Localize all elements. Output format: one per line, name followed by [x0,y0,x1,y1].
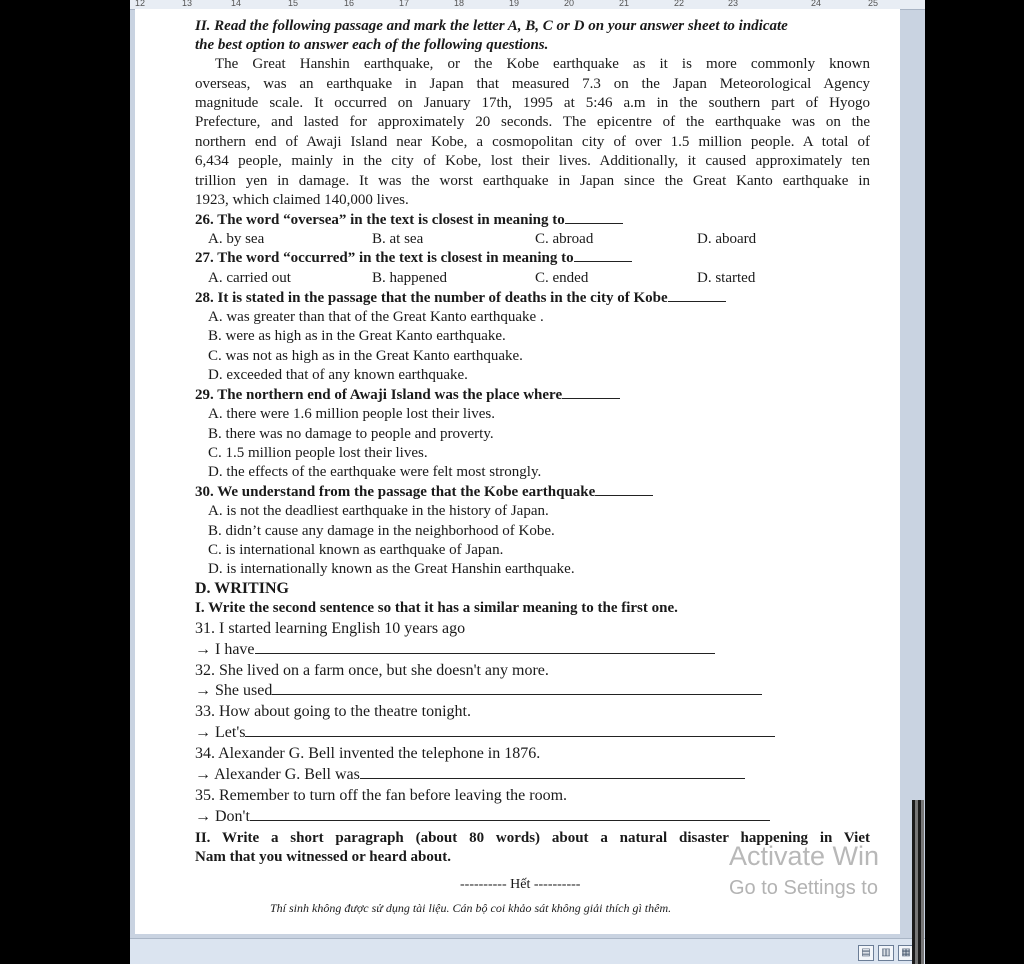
writing-task-2-title: II. Write a short paragraph (about 80 words) about a natural disaster happening in Viet [195,830,870,846]
answer-prompt: → Alexander G. Bell was [195,766,360,783]
print-layout-icon[interactable]: ▤ [858,945,874,961]
ruler-tick: 13 [182,0,193,8]
ruler-tick: 25 [868,0,879,8]
full-screen-reading-icon[interactable]: ▥ [878,945,894,961]
passage-line: magnitude scale. It occurred on January 17th, 1995 at 5:46 a.m in the southern part of Hyogo [195,95,870,111]
section-title: the best option to answer each of the following questions. [195,37,549,53]
passage-line: trillion yen in damage. It was the worst earthquake in Japan since the Great Kanto earthquake in [195,173,870,189]
option-c: C. was not as high as in the Great Kanto earthquake. [208,348,523,364]
option-d: D. exceeded that of any known earthquake. [208,367,468,383]
answer-blank [250,808,770,821]
answer-32 [195,682,762,700]
answer-33 [195,724,775,742]
ruler-tick: 17 [399,0,410,8]
answer-prompt: → Don't [195,808,250,825]
option-d: D. the effects of the earthquake were felt most strongly. [208,464,542,480]
writing-heading: D. WRITING [195,580,289,597]
status-bar [130,938,925,964]
option-a: A. is not the deadliest earthquake in the history of Japan. [208,503,549,519]
option-c: C. ended [535,270,589,286]
option-b: B. at sea [372,231,424,247]
ruler-tick: 19 [509,0,520,8]
option-a: A. there were 1.6 million people lost their lives. [208,406,496,422]
ruler-tick: 15 [288,0,299,8]
passage-line: 1923, which claimed 140,000 lives. [195,192,409,208]
end-marker: ---------- Hết ---------- [460,877,581,892]
option-c: C. is international known as earthquake of Japan. [208,542,504,558]
option-b: B. there was no damage to people and proverty. [208,426,494,442]
option-d: D. started [697,270,756,286]
option-a: A. was greater than that of the Great Kanto earthquake . [208,309,544,325]
question-27 [195,249,632,267]
question-34: 34. Alexander G. Bell invented the telephone in 1876. [195,745,541,762]
passage-line: Prefecture, and lasted for approximately 20 seconds. The epicentre of the earthquake was on the [195,114,870,130]
ruler-tick: 16 [344,0,355,8]
answer-prompt: → Let's [195,724,246,741]
answer-35 [195,808,770,826]
ruler-tick: 20 [564,0,575,8]
question-33: 33. How about going to the theatre tonight. [195,703,471,720]
option-a: A. by sea [208,231,265,247]
answer-34 [195,766,745,784]
exam-note: Thí sinh không được sử dụng tài liệu. Cán bộ coi khảo sát không giải thích gì thêm. [270,901,672,915]
ruler-tick: 18 [454,0,465,8]
answer-prompt: → I have [195,641,255,658]
option-c: C. abroad [535,231,594,247]
question-stem: 29. The northern end of Awaji Island was the place where [195,387,563,403]
web-layout-icon[interactable]: ▦ [898,945,914,961]
section-title: II. Read the following passage and mark the letter A, B, C or D on your answer sheet to indicate [195,18,788,34]
option-d: D. is internationally known as the Great Hanshin earthquake. [208,561,575,577]
answer-blank [562,386,620,399]
question-28 [195,289,726,307]
question-stem: 30. We understand from the passage that the Kobe earthquake [195,484,596,500]
answer-blank [595,483,653,496]
ruler-tick: 23 [728,0,739,8]
question-26 [195,211,623,229]
ruler-tick: 12 [135,0,146,8]
question-30 [195,483,653,501]
screen-edge-decoration [912,800,924,964]
option-b: B. were as high as in the Great Kanto earthquake. [208,328,506,344]
activation-watermark-sub: Go to Settings to [729,877,878,899]
writing-task-1-title: I. Write the second sentence so that it has a similar meaning to the first one. [195,600,678,616]
answer-blank [565,211,623,224]
document-page[interactable] [135,9,900,934]
question-stem: 26. The word “oversea” in the text is closest in meaning to [195,212,565,228]
answer-blank [668,289,726,302]
passage-line: northern end of Awaji Island near Kobe, a cosmopolitan city of over 1.5 million people. A total of [195,134,870,150]
ruler-tick: 21 [619,0,630,8]
answer-blank [360,766,745,779]
question-29 [195,386,620,404]
passage-line: overseas, was an earthquake in Japan that measured 7.3 on the Japan Meteorological Agency [195,76,870,92]
question-35: 35. Remember to turn off the fan before leaving the room. [195,787,568,804]
passage-line: 6,434 people, mainly in the city of Kobe, lost their lives. Additionally, it caused approximately ten [195,153,870,169]
option-c: C. 1.5 million people lost their lives. [208,445,428,461]
answer-blank [272,682,762,695]
option-b: B. didn’t cause any damage in the neighborhood of Kobe. [208,523,555,539]
option-a: A. carried out [208,270,291,286]
question-32: 32. She lived on a farm once, but she doesn't any more. [195,662,549,679]
writing-task-2-title: Nam that you witnessed or heard about. [195,849,451,865]
word-window [130,0,925,964]
option-d: D. aboard [697,231,757,247]
answer-31 [195,641,715,659]
activation-watermark: Activate Win [729,841,880,871]
ruler-tick: 24 [811,0,822,8]
answer-blank [255,641,715,654]
question-stem: 27. The word “occurred” in the text is closest in meaning to [195,250,574,266]
passage-line: The Great Hanshin earthquake, or the Kobe earthquake as it is more commonly known [215,56,870,72]
ruler-tick: 14 [231,0,242,8]
answer-prompt: → She used [195,682,273,699]
question-31: 31. I started learning English 10 years ago [195,620,466,637]
question-stem: 28. It is stated in the passage that the number of deaths in the city of Kobe [195,290,668,306]
ruler-tick: 22 [674,0,685,8]
answer-blank [574,249,632,262]
answer-blank [245,724,775,737]
option-b: B. happened [372,270,447,286]
